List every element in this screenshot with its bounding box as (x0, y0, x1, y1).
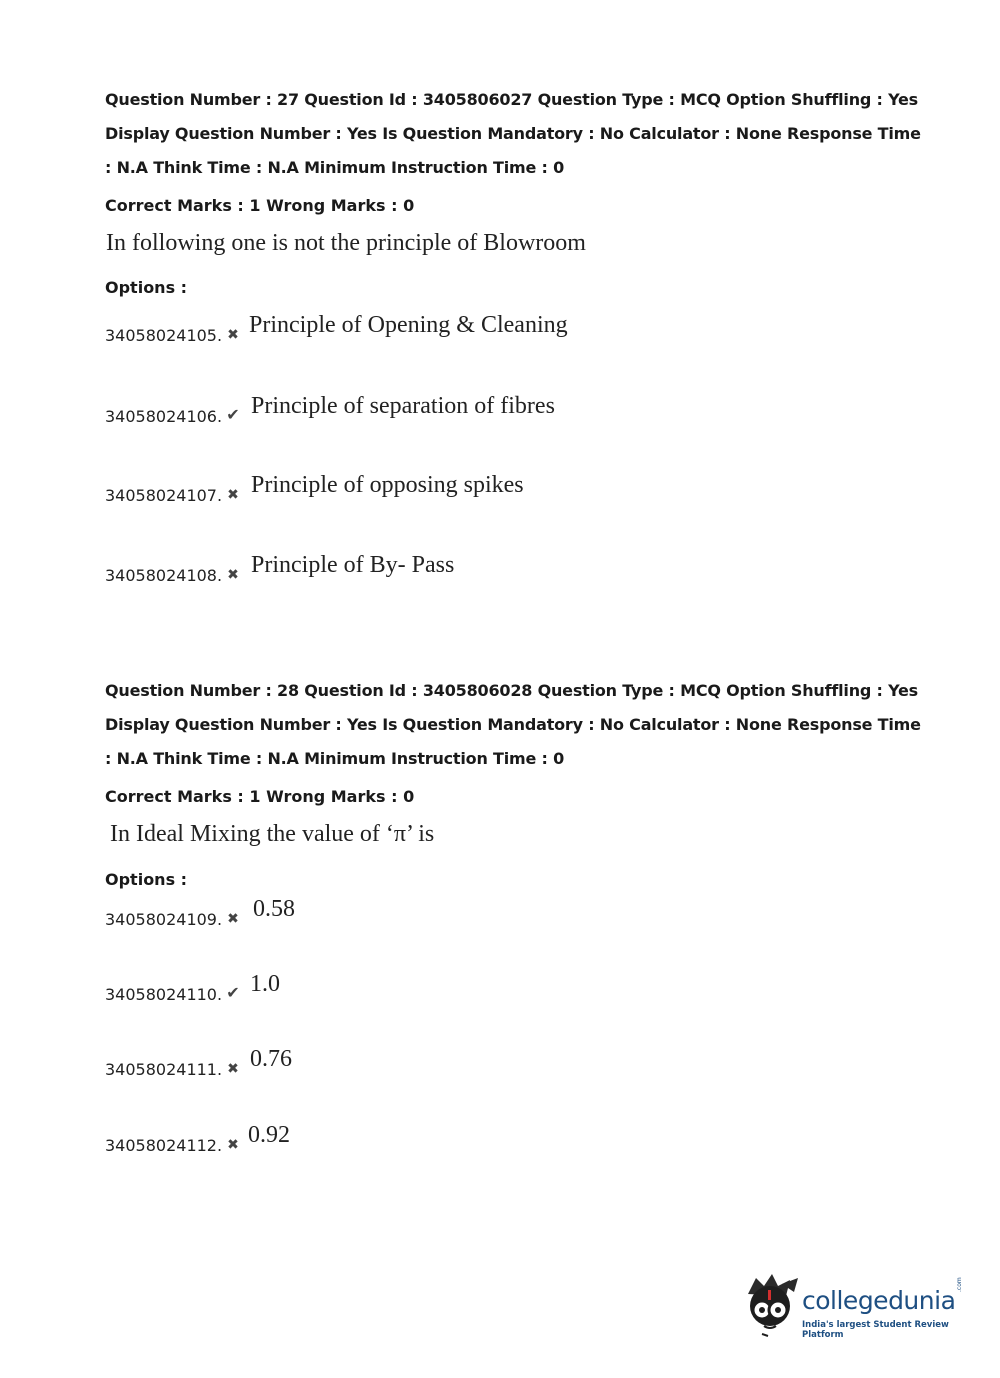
option-id: 34058024106. (105, 407, 223, 426)
check-icon: ✔ (226, 985, 240, 1002)
collegedunia-logo[interactable] (742, 1272, 972, 1344)
option-id: 34058024107. (105, 486, 223, 505)
question-27-marks: Correct Marks : 1 Wrong Marks : 0 (105, 196, 415, 215)
cross-icon: ✖ (227, 326, 239, 342)
cross-icon: ✖ (227, 1060, 239, 1076)
question-27-text: In following one is not the principle of Blowroom (106, 230, 586, 256)
option-id: 34058024112. (105, 1136, 223, 1155)
question-28-text: In Ideal Mixing the value of ‘π’ is (110, 821, 435, 847)
option-id: 34058024110. (105, 985, 223, 1004)
question-27-options-label: Options : (105, 278, 188, 297)
option-id: 34058024108. (105, 566, 223, 585)
cross-icon: ✖ (227, 1136, 239, 1152)
option-34058024110[interactable] (105, 964, 905, 1004)
check-icon: ✔ (226, 407, 240, 424)
cross-icon: ✖ (227, 566, 239, 582)
logo-wordmark: collegedunia (802, 1286, 956, 1315)
option-id: 34058024109. (105, 910, 223, 929)
question-28-meta: Question Number : 28 Question Id : 3405806028 Question Type : MCQ Option Shuffling : Yes Display Question Number : Yes Is Question Mandatory : No Calculator : None Response Time : N.A Think Time : N.A Minimum Instruction Time : 0 (105, 681, 921, 768)
option-34058024107[interactable] (105, 465, 905, 505)
option-34058024108[interactable] (105, 545, 905, 585)
option-text: 1.0 (250, 971, 280, 997)
option-34058024109[interactable] (105, 889, 905, 929)
option-text: Principle of separation of fibres (251, 393, 555, 419)
logo-tagline: India's largest Student Review Platform (802, 1320, 949, 1340)
option-id: 34058024105. (105, 326, 223, 345)
option-id: 34058024111. (105, 1060, 223, 1079)
option-text: Principle of Opening & Cleaning (249, 312, 568, 338)
cross-icon: ✖ (227, 910, 239, 926)
question-28-marks: Correct Marks : 1 Wrong Marks : 0 (105, 787, 415, 806)
question-27-meta: Question Number : 27 Question Id : 3405806027 Question Type : MCQ Option Shuffling : Yes Display Question Number : Yes Is Question Mandatory : No Calculator : None Response Time : N.A Think Time : N.A Minimum Instruction Time : 0 (105, 90, 921, 177)
option-34058024112[interactable] (105, 1115, 905, 1155)
cross-icon: ✖ (227, 486, 239, 502)
option-34058024111[interactable] (105, 1039, 905, 1079)
option-34058024106[interactable] (105, 386, 905, 426)
question-28-options-label: Options : (105, 870, 188, 889)
option-text: 0.92 (248, 1122, 290, 1148)
option-text: Principle of opposing spikes (251, 472, 524, 498)
option-text: 0.58 (253, 896, 295, 922)
option-text: 0.76 (250, 1046, 292, 1072)
option-34058024105[interactable] (105, 305, 905, 345)
option-text: Principle of By- Pass (251, 552, 455, 578)
mascot-icon (742, 1272, 800, 1338)
logo-suffix: .com (956, 1277, 963, 1292)
